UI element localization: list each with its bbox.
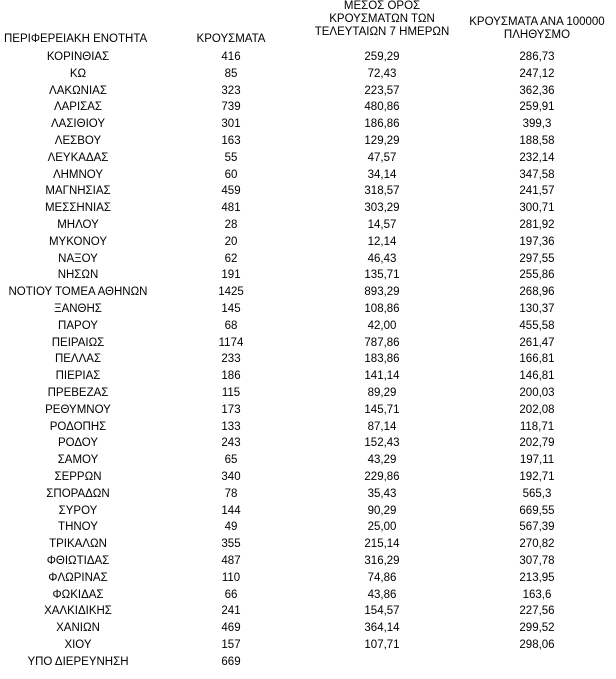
per100k-cell: 202,08 [519,403,555,416]
cases-cell: 301 [221,118,241,131]
region-cell: ΠΙΕΡΙΑΣ [55,370,101,383]
region-cell: ΛΑΣΙΘΙΟΥ [50,118,106,131]
region-cell: ΛΗΜΝΟΥ [52,168,104,181]
table-row [0,519,616,536]
table-row [0,49,616,66]
table-row [0,183,616,200]
table-row [0,99,616,116]
cases-cell: 241 [221,605,241,618]
cases-cell: 110 [221,571,241,584]
table-row [0,234,616,251]
region-cell: ΝΑΞΟΥ [58,252,98,265]
avg7-cell: 135,71 [364,269,400,282]
header-avg-line2: ΚΡΟΥΣΜΑΤΩΝ ΤΩΝ [329,13,435,25]
avg7-cell: 43,29 [367,454,397,467]
per100k-cell: 399,3 [522,118,552,131]
cases-cell: 186 [221,370,241,383]
per100k-cell: 241,57 [519,185,555,198]
cases-cell: 323 [221,84,241,97]
cases-cell: 669 [221,655,241,668]
per100k-cell: 259,91 [519,101,555,114]
table-body [0,49,616,670]
per100k-cell: 166,81 [519,353,555,366]
header-7day-average [312,0,452,39]
avg7-cell: 186,86 [364,118,400,131]
per100k-cell: 202,79 [519,437,555,450]
per100k-cell: 163,6 [522,588,552,601]
avg7-cell: 74,86 [367,571,397,584]
per100k-cell: 130,37 [519,302,555,315]
region-cell: ΛΑΚΩΝΙΑΣ [49,84,107,97]
avg7-cell: 303,29 [364,202,400,215]
cases-cell: 487 [221,554,241,567]
cases-cell: 78 [224,487,238,500]
per100k-cell: 227,56 [519,605,555,618]
region-cell: ΜΥΚΟΝΟΥ [48,235,108,248]
region-cell: ΠΑΡΟΥ [58,319,98,332]
per100k-cell: 197,36 [519,235,555,248]
region-cell: ΞΑΝΘΗΣ [54,302,102,315]
per100k-cell: 197,11 [519,454,555,467]
avg7-cell: 87,14 [367,420,397,433]
per100k-cell: 286,73 [519,51,555,63]
avg7-cell: 259,29 [364,51,400,63]
per100k-cell: 213,95 [519,571,555,584]
cases-cell: 1174 [218,336,244,349]
per100k-cell: 261,47 [519,336,555,349]
cases-cell: 20 [224,235,238,248]
table-row [0,217,616,234]
region-cell: ΚΩ [69,67,87,80]
per100k-cell: 192,71 [519,470,555,483]
cases-cell: 191 [221,269,241,282]
region-cell: ΛΕΥΚΑΔΑΣ [47,151,109,164]
region-cell: ΡΟΔΟΠΗΣ [49,420,107,433]
table-row [0,267,616,284]
table-row [0,402,616,419]
region-cell: ΣΠΟΡΑΔΩΝ [46,487,110,500]
cases-cell: 133 [221,420,241,433]
per100k-cell: 307,78 [519,554,555,567]
table-row [0,587,616,604]
avg7-cell: 42,00 [367,319,397,332]
avg7-cell: 229,86 [364,470,400,483]
cases-cell: 28 [224,218,238,231]
region-cell: ΣΑΜΟΥ [57,454,99,467]
header-region: ΠΕΡΙΦΕΡΕΙΑΚΗ ΕΝΟΤΗΤΑ [4,33,148,45]
avg7-cell: 89,29 [367,386,397,399]
region-cell: ΝΟΤΙΟΥ ΤΟΜΕΑ ΑΘΗΝΩΝ [8,286,148,299]
avg7-cell: 12,14 [367,235,397,248]
cases-cell: 157 [221,638,241,651]
per100k-cell: 281,92 [519,218,555,231]
avg7-cell: 43,86 [367,588,397,601]
region-cell: ΝΗΣΩΝ [57,269,99,282]
per100k-cell: 298,06 [519,638,555,651]
per100k-cell: 455,58 [519,319,555,332]
per100k-cell: 247,12 [519,67,555,80]
avg7-cell: 893,29 [364,286,400,299]
cases-cell: 144 [221,504,241,517]
cases-cell: 459 [221,185,241,198]
per100k-cell: 146,81 [519,370,555,383]
table-row [0,318,616,335]
table-row [0,133,616,150]
per100k-cell: 255,86 [519,269,555,282]
table-row [0,301,616,318]
region-cell: ΧΙΟΥ [64,638,92,651]
region-cell: ΠΕΛΛΑΣ [54,353,102,366]
avg7-cell: 787,86 [364,336,400,349]
table-row [0,603,616,620]
region-cell: ΣΥΡΟΥ [58,504,98,517]
per100k-cell: 567,39 [519,521,555,534]
table-row [0,150,616,167]
cases-cell: 66 [224,588,238,601]
cases-cell: 416 [221,51,241,63]
per100k-cell: 270,82 [519,538,555,551]
header-avg-line3: ΤΕΛΕΥΤΑΙΩΝ 7 ΗΜΕΡΩΝ [314,26,450,38]
avg7-cell: 145,71 [364,403,400,416]
table-row [0,385,616,402]
avg7-cell: 141,14 [364,370,400,383]
per100k-cell: 268,96 [519,286,555,299]
cases-cell: 469 [221,622,241,635]
region-cell: ΛΑΡΙΣΑΣ [53,101,103,114]
avg7-cell: 107,71 [364,638,400,651]
cases-cell: 243 [221,437,241,450]
table-row [0,435,616,452]
avg7-cell: 223,57 [364,84,400,97]
avg7-cell: 90,29 [367,504,397,517]
avg7-cell: 183,86 [364,353,400,366]
region-cell: ΣΕΡΡΩΝ [54,470,102,483]
region-cell: ΤΡΙΚΑΛΩΝ [49,538,107,551]
region-cell: ΦΛΩΡΙΝΑΣ [48,571,108,584]
table-row [0,284,616,301]
table-row [0,83,616,100]
cases-cell: 355 [221,538,241,551]
header-avg-line1: ΜΕΣΟΣ ΟΡΟΣ [343,0,421,12]
region-cell: ΦΘΙΩΤΙΔΑΣ [46,554,110,567]
table-row [0,200,616,217]
table-row [0,637,616,654]
avg7-cell: 108,86 [364,302,400,315]
per100k-cell: 362,36 [519,84,555,97]
table-row [0,351,616,368]
region-cell: ΡΕΘΥΜΝΟΥ [45,403,111,416]
per100k-cell: 297,55 [519,252,555,265]
cases-cell: 481 [221,202,241,215]
table-row [0,167,616,184]
per100k-cell: 300,71 [519,202,555,215]
table-row [0,452,616,469]
avg7-cell: 318,57 [364,185,400,198]
cases-cell: 68 [224,319,238,332]
per100k-cell: 232,14 [519,151,555,164]
region-cell: ΧΑΛΚΙΔΙΚΗΣ [44,605,112,618]
region-cell: ΛΕΣΒΟΥ [54,134,102,147]
region-cell: ΠΡΕΒΕΖΑΣ [47,386,109,399]
table-row [0,553,616,570]
per100k-cell: 200,03 [519,386,555,399]
cases-cell: 65 [224,454,238,467]
cases-cell: 60 [224,168,238,181]
region-cell: ΡΟΔΟΥ [57,437,99,450]
table-row [0,486,616,503]
region-cell: ΜΑΓΝΗΣΙΑΣ [45,185,111,198]
table-row [0,570,616,587]
avg7-cell: 480,86 [364,101,400,114]
per100k-cell: 669,55 [519,504,555,517]
region-cell: ΥΠΟ ΔΙΕΡΕΥΝΗΣΗ [27,655,129,668]
table-row [0,469,616,486]
table-row [0,654,616,671]
per100k-cell: 188,58 [519,134,555,147]
region-cell: ΦΩΚΙΔΑΣ [52,588,104,601]
cases-cell: 163 [221,134,241,147]
avg7-cell: 316,29 [364,554,400,567]
header-per-line1: ΚΡΟΥΣΜΑΤΑ ΑΝΑ 100000 [469,16,605,28]
region-cell: ΜΗΛΟΥ [57,218,99,231]
table-row [0,66,616,83]
header-cases: ΚΡΟΥΣΜΑΤΑ [196,33,266,45]
header-per-line2: ΠΛΗΘΥΣΜΟ [503,29,571,41]
cases-cell: 1425 [218,286,244,299]
table-row [0,116,616,133]
table-row [0,419,616,436]
header-per-100k [462,16,612,42]
region-cell: ΤΗΝΟΥ [58,521,98,534]
per100k-cell: 299,52 [519,622,555,635]
per100k-cell: 565,3 [522,487,552,500]
table-row [0,368,616,385]
avg7-cell: 129,29 [364,134,400,147]
avg7-cell: 72,43 [367,67,397,80]
table-row [0,620,616,637]
per100k-cell: 118,71 [519,420,555,433]
region-cell: ΚΟΡΙΝΘΙΑΣ [46,51,110,63]
avg7-cell: 154,57 [364,605,400,618]
table-row [0,335,616,352]
avg7-cell: 364,14 [364,622,400,635]
cases-cell: 85 [224,67,238,80]
region-cell: ΜΕΣΣΗΝΙΑΣ [44,202,112,215]
table-row [0,503,616,520]
cases-cell: 340 [221,470,241,483]
cases-cell: 115 [221,386,241,399]
avg7-cell: 152,43 [364,437,400,450]
table-row [0,536,616,553]
avg7-cell: 35,43 [367,487,397,500]
avg7-cell: 34,14 [367,168,397,181]
per100k-cell: 347,58 [519,168,555,181]
avg7-cell: 46,43 [367,252,397,265]
cases-cell: 55 [224,151,238,164]
cases-cell: 49 [224,521,238,534]
avg7-cell: 47,57 [367,151,397,164]
table-row [0,251,616,268]
avg7-cell: 14,57 [367,218,397,231]
cases-cell: 62 [224,252,238,265]
avg7-cell: 25,00 [367,521,397,534]
cases-cell: 173 [221,403,241,416]
cases-cell: 739 [221,101,241,114]
avg7-cell: 215,14 [364,538,400,551]
region-cell: ΧΑΝΙΩΝ [56,622,100,635]
cases-cell: 145 [221,302,241,315]
cases-cell: 233 [221,353,241,366]
region-cell: ΠΕΙΡΑΙΩΣ [51,336,105,349]
